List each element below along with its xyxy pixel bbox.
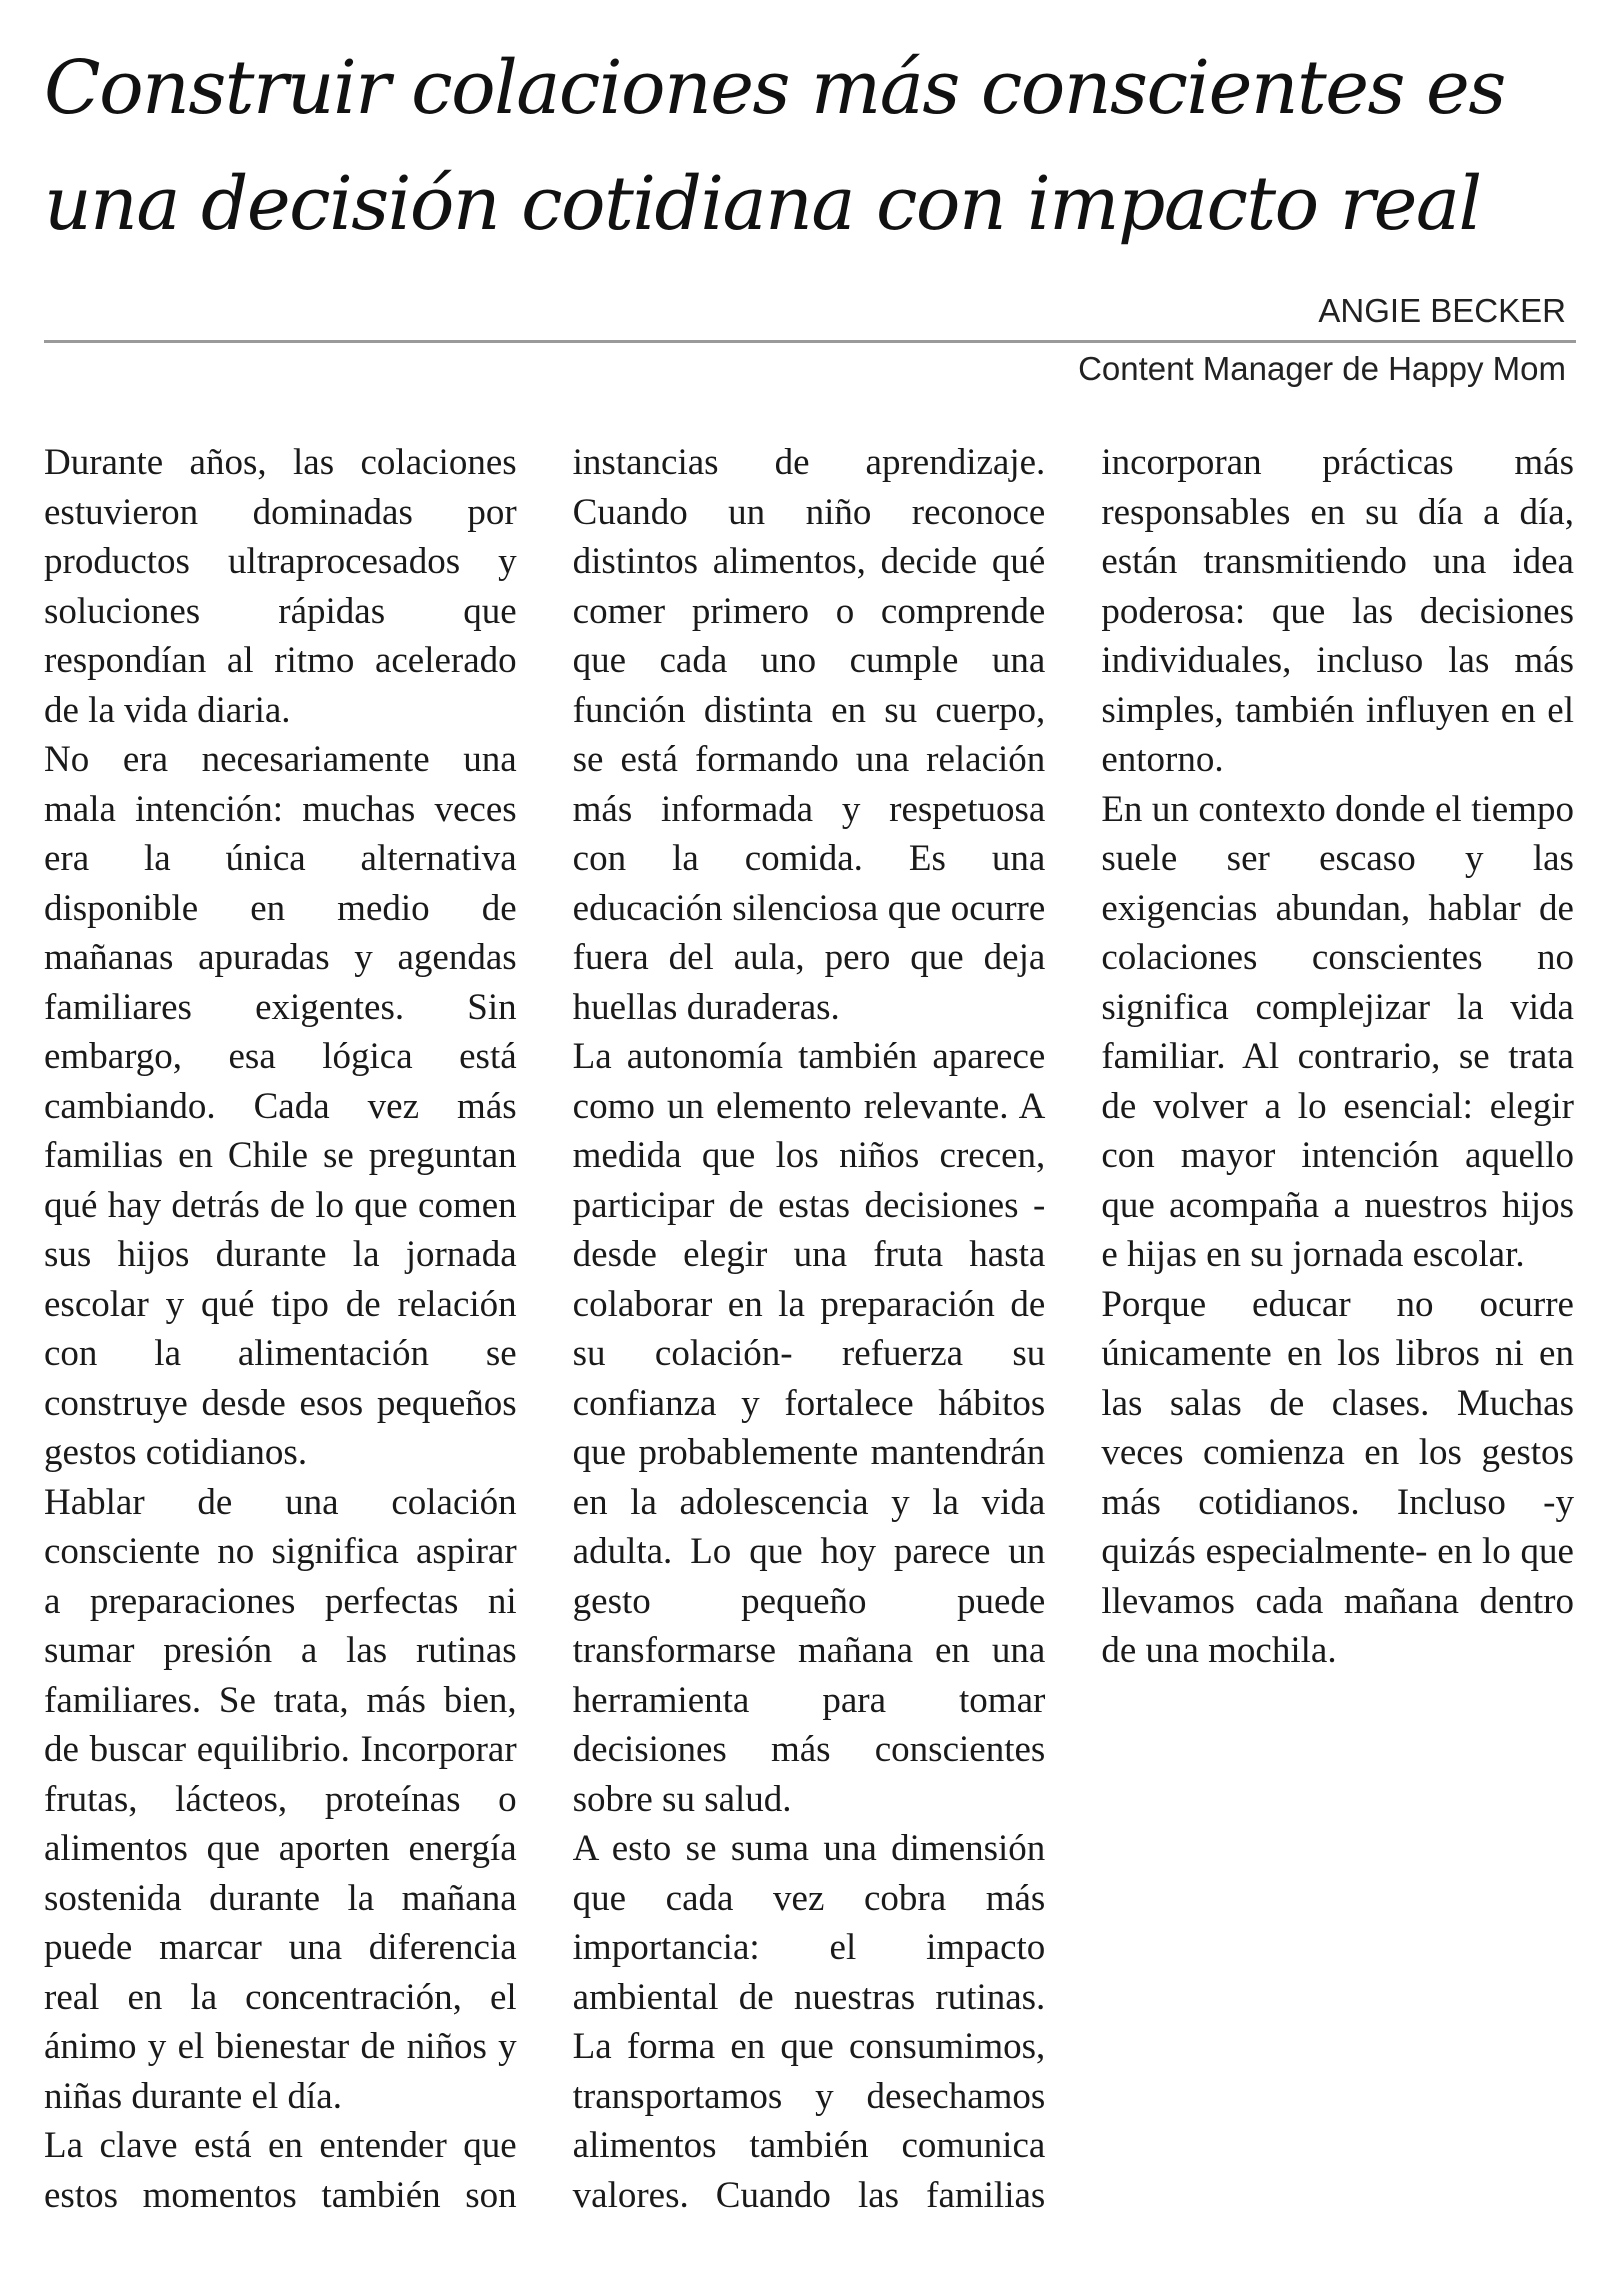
article-paragraph: A esto se suma una dimensión que cada vez cobra más importancia: el impacto ambiental de nuestras rutinas. La forma en que consumimos, transportamos y desechamos alimentos también comunica valores. Cuando las familias incorporan prácticas más responsables en su día a día, están transmitiendo una idea poderosa: que las decisiones individuales, incluso las más simples, también influyen en el entorno. <box>572 442 1574 2216</box>
article-paragraph: La autonomía también aparece como un elemento relevante. A medida que los niños crecen, participar de estas decisiones -desde elegir una fruta hasta colaborar en la preparación de su colación- refuerza su confianza y fortalece hábitos que probablemente mantendrán en la adolescencia y la vida adulta. Lo que hoy parece un gesto pequeño puede transformarse mañana en una herramienta para tomar decisiones más conscientes sobre su salud. <box>572 1036 1046 1820</box>
article-headline: Construir colaciones más conscientes es una decisión cotidiana con impacto real <box>44 45 1505 247</box>
byline-divider <box>44 340 1576 343</box>
article-paragraph: No era necesariamente una mala intención: muchas veces era la única alternativa disponible en medio de mañanas apuradas y agendas familiares exigentes. Sin embargo, esa lógica está cambiando. Cada vez más familias en Chile se preguntan qué hay detrás de lo que comen sus hijos durante la jornada escolar y qué tipo de relación con la alimentación se construye desde esos pequeños gestos cotidianos. <box>44 739 517 1473</box>
article-paragraph: La clave está en entender que estos momentos también son instancias de aprendizaje. Cuando un niño reconoce distintos alimentos, decide qué comer primero o comprende que cada uno cumple una función distinta en su cuerpo, se está formando una relación más informada y respetuosa con la comida. Es una educación silenciosa que ocurre fuera del aula, pero que deja huellas duraderas. <box>44 442 1046 2216</box>
article-paragraph: En un contexto donde el tiempo suele ser escaso y las exigencias abundan, hablar de colaciones conscientes no significa complejizar la vida familiar. Al contrario, se trata de volver a lo esencial: elegir con mayor intención aquello que acompaña a nuestros hijos e hijas en su jornada escolar. <box>1101 788 1574 1275</box>
author-role: Content Manager de Happy Mom <box>1078 350 1566 387</box>
author-name: ANGIE BECKER <box>1318 292 1566 329</box>
article-paragraph: Porque educar no ocurre únicamente en los libros ni en las salas de clases. Muchas veces comienza en los gestos más cotidianos. Incluso -y quizás especialmente- en lo que llevamos cada mañana dentro de una mochila. <box>1101 1283 1574 1671</box>
article-paragraph: Hablar de una colación consciente no significa aspirar a preparaciones perfectas ni sumar presión a las rutinas familiares. Se trata, más bien, de buscar equilibrio. Incorporar frutas, lácteos, proteínas o alimentos que aporten energía sostenida durante la mañana puede marcar una diferencia real en la concentración, el ánimo y el bienestar de niños y niñas durante el día. <box>44 1481 517 2117</box>
article-body <box>44 438 1574 2238</box>
article-paragraph: Durante años, las colaciones estuvieron dominadas por productos ultraprocesados y soluciones rápidas que respondían al ritmo acelerado de la vida diaria. <box>44 442 517 731</box>
